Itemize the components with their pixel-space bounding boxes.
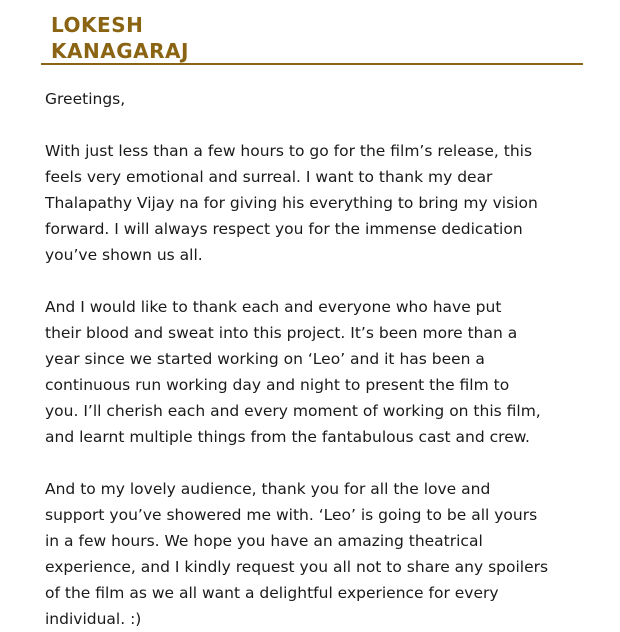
paragraph-line: continuous run working day and night to present the film to <box>45 376 510 394</box>
paragraph-line: And to my lovely audience, thank you for all the love and <box>45 480 491 498</box>
paragraph-line: in a few hours. We hope you have an amazing theatrical <box>45 532 483 550</box>
letter-greeting: Greetings, <box>45 90 126 108</box>
paragraph-line: individual. :) <box>45 610 142 628</box>
paragraph-line: of the film as we all want a delightful experience for every <box>45 584 499 602</box>
paragraph-line: feels very emotional and surreal. I want to thank my dear <box>45 168 493 186</box>
paragraph-spacer <box>45 112 605 138</box>
paragraph-line: year since we started working on ‘Leo’ and it has been a <box>45 350 485 368</box>
letter-paragraph-1 <box>45 138 605 268</box>
paragraph-line: and learnt multiple things from the fantabulous cast and crew. <box>45 428 530 446</box>
letterhead-name-first: LOKESH <box>51 13 144 37</box>
letter-paragraph-3 <box>45 476 605 632</box>
header-divider <box>41 63 583 65</box>
paragraph-line: Thalapathy Vijay na for giving his everything to bring my vision <box>45 194 538 212</box>
paragraph-line: And I would like to thank each and everyone who have put <box>45 298 502 316</box>
letterhead <box>51 12 251 64</box>
paragraph-line: you’ve shown us all. <box>45 246 203 264</box>
letterhead-name-last: KANAGARAJ <box>51 39 189 63</box>
paragraph-line: experience, and I kindly request you all not to share any spoilers <box>45 558 549 576</box>
paragraph-spacer <box>45 268 605 294</box>
paragraph-line: you. I’ll cherish each and every moment of working on this film, <box>45 402 541 420</box>
paragraph-line: forward. I will always respect you for the immense dedication <box>45 220 523 238</box>
paragraph-line: their blood and sweat into this project. It’s been more than a <box>45 324 518 342</box>
letter-body <box>45 86 605 632</box>
paragraph-line: support you’ve showered me with. ‘Leo’ is going to be all yours <box>45 506 538 524</box>
paragraph-line: With just less than a few hours to go for the film’s release, this <box>45 142 533 160</box>
paragraph-spacer <box>45 450 605 476</box>
letter-paragraph-2 <box>45 294 605 450</box>
